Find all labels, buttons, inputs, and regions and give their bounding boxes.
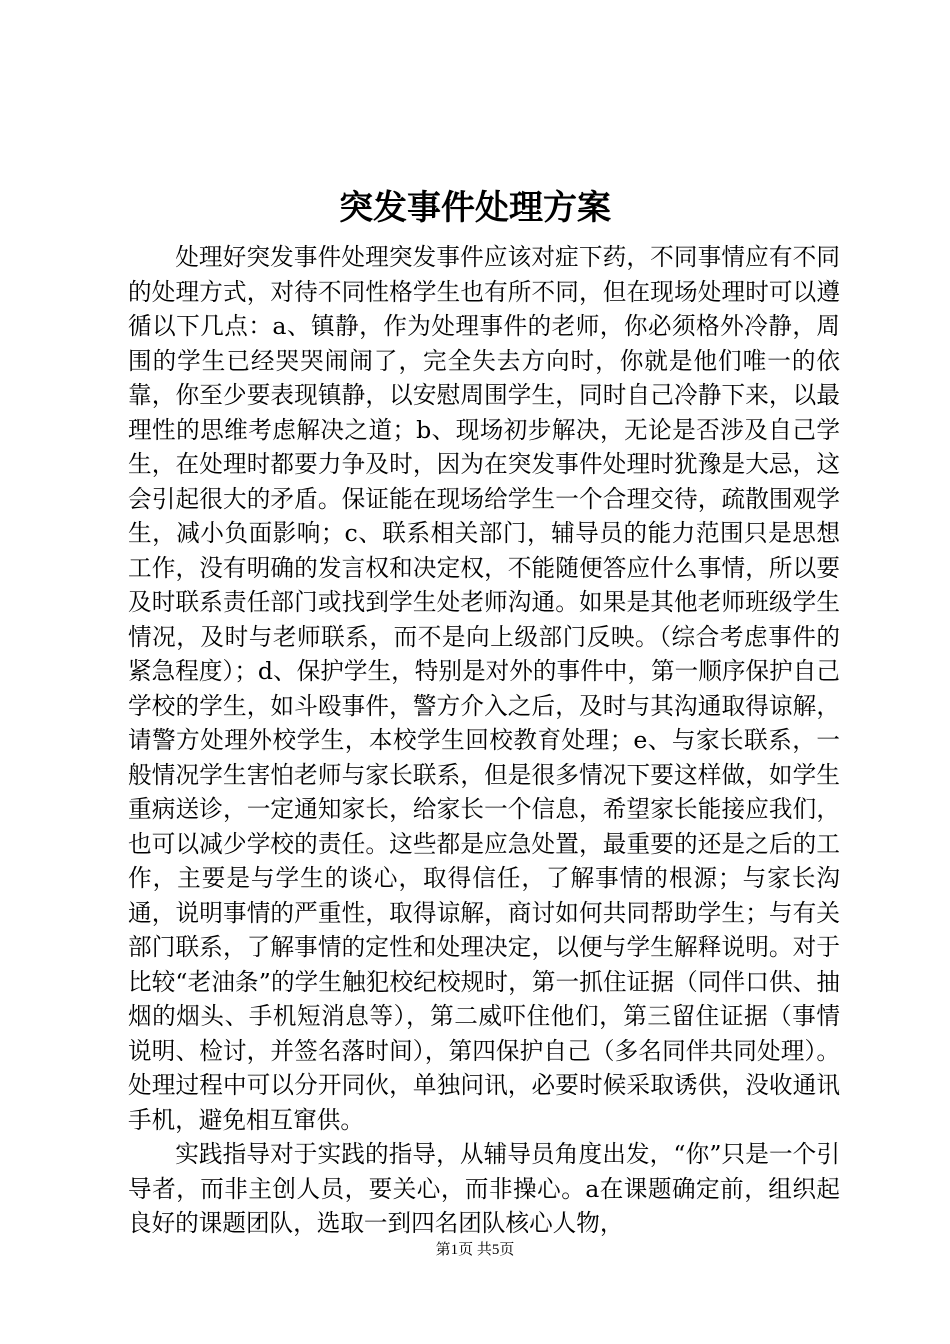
page-number-footer: 第1页 共5页: [435, 1242, 515, 1258]
paragraph-1: 处理好突发事件处理突发事件应该对症下药，不同事情应有不同的处理方式，对待不同性格学生也有所不同，但在现场处理时可以遵循以下几点：a、镇静，作为处理事件的老师，你必须格外冷静，周围的学生已经哭哭闹闹了，完全失去方向时，你就是他们唯一的依靠，你至少要表现镇静，以安慰周围学生，同时自己冷静下来，以最理性的思维考虑解决之道；b、现场初步解决，无论是否涉及自己学生，在处理时都要力争及时，因为在突发事件处理时犹豫是大忌，这会引起很大的矛盾。保证能在现场给学生一个合理交待，疏散围观学生，减小负面影响；c、联系相关部门，辅导员的能力范围只是思想工作，没有明确的发言权和决定权，不能随便答应什么事情，所以要及时联系责任部门或找到学生处老师沟通。如果是其他老师班级学生情况，及时与老师联系，而不是向上级部门反映。（综合考虑事件的紧急程度）；d、保护学生，特别是对外的事件中，第一顺序保护自己学校的学生，如斗殴事件，警方介入之后，及时与其沟通取得谅解，请警方处理外校学生，本校学生回校教育处理；e、与家长联系，一般情况学生害怕老师与家长联系，但是很多情况下要这样做，如学生重病送诊，一定通知家长，给家长一个信息，希望家长能接应我们，也可以减少学校的责任。这些都是应急处置，最重要的还是之后的工作，主要是与学生的谈心，取得信任，了解事情的根源；与家长沟通，说明事情的严重性，取得谅解，商讨如何共同帮助学生；与有关部门联系，了解事情的定性和处理决定，以便与学生解释说明。对于比较“老油条”的学生触犯校纪校规时，第一抓住证据（同伴口供、抽烟的烟头、手机短消息等），第二威吓住他们，第三留住证据（事情说明、检讨，并签名落时间），第四保护自己（多名同伴共同处理）。处理过程中可以分开同伙，单独问讯，必要时候采取诱供，没收通讯手机，避免相互窜供。: [128, 243, 840, 1134]
paragraph-2: 实践指导对于实践的指导，从辅导员角度出发，“你”只是一个引导者，而非主创人员，要关心，而非操心。a在课题确定前，组织起良好的课题团队，选取一到四名团队核心人物，: [128, 1140, 840, 1237]
document-title: 突发事件处理方案: [339, 188, 611, 228]
document-body: [128, 240, 840, 1241]
